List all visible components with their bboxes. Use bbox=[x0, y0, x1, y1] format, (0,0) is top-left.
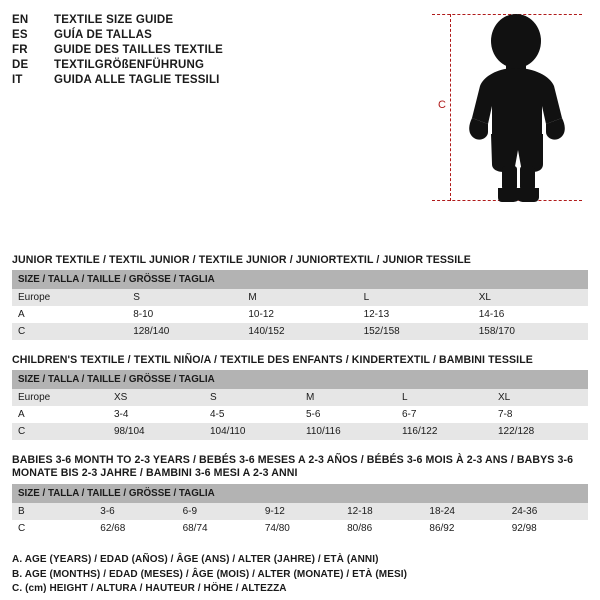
cell: 3-4 bbox=[108, 406, 204, 423]
table-row bbox=[12, 406, 588, 423]
cell: 18-24 bbox=[423, 503, 505, 520]
header-row bbox=[12, 74, 442, 86]
legend-item-a: A. AGE (YEARS) / EDAD (AÑOS) / ÂGE (ANS) / ALTER (JAHRE) / ETÀ (ANNI) bbox=[12, 554, 379, 565]
language-code: IT bbox=[12, 74, 23, 86]
cell: S bbox=[204, 389, 300, 406]
table-row bbox=[12, 323, 588, 340]
cell: 140/152 bbox=[242, 323, 357, 340]
row-label: B bbox=[12, 503, 94, 520]
table-row bbox=[12, 289, 588, 306]
language-header bbox=[12, 14, 442, 86]
cell: 80/86 bbox=[341, 520, 423, 537]
table-row bbox=[12, 503, 588, 520]
cell: 9-12 bbox=[259, 503, 341, 520]
size-table-children bbox=[12, 370, 588, 440]
cell: 4-5 bbox=[204, 406, 300, 423]
cell: 24-36 bbox=[506, 503, 588, 520]
table-row bbox=[12, 306, 588, 323]
cell: L bbox=[396, 389, 492, 406]
size-table-babies bbox=[12, 484, 588, 537]
measure-line-vertical bbox=[450, 14, 451, 201]
language-title: GUIDA ALLE TAGLIE TESSILI bbox=[54, 74, 220, 86]
cell: XL bbox=[473, 289, 588, 306]
cell: 68/74 bbox=[177, 520, 259, 537]
row-label: Europe bbox=[12, 389, 108, 406]
section-title: JUNIOR TEXTILE / TEXTIL JUNIOR / TEXTILE JUNIOR / JUNIORTEXTIL / JUNIOR TESSILE bbox=[12, 254, 471, 266]
table-band-row bbox=[12, 270, 588, 289]
cell: 104/110 bbox=[204, 423, 300, 440]
cell: XS bbox=[108, 389, 204, 406]
cell: 6-9 bbox=[177, 503, 259, 520]
table-row bbox=[12, 520, 588, 537]
language-title: TEXTILE SIZE GUIDE bbox=[54, 14, 174, 26]
header-row bbox=[12, 44, 442, 56]
size-table-junior bbox=[12, 270, 588, 340]
cell: 14-16 bbox=[473, 306, 588, 323]
legend-item-b: B. AGE (MONTHS) / EDAD (MESES) / ÂGE (MOIS) / ALTER (MONATE) / ETÀ (MESI) bbox=[12, 568, 408, 580]
cell: 8-10 bbox=[127, 306, 242, 323]
header-row bbox=[12, 14, 442, 26]
cell: M bbox=[242, 289, 357, 306]
band-label: SIZE / TALLA / TAILLE / GRÖSSE / TAGLIA bbox=[12, 484, 588, 503]
table-row bbox=[12, 389, 588, 406]
cell: 6-7 bbox=[396, 406, 492, 423]
cell: 152/158 bbox=[358, 323, 473, 340]
cell: 86/92 bbox=[423, 520, 505, 537]
cell: 7-8 bbox=[492, 406, 588, 423]
cell: 92/98 bbox=[506, 520, 588, 537]
cell: 10-12 bbox=[242, 306, 357, 323]
cell: XL bbox=[492, 389, 588, 406]
child-silhouette-icon bbox=[458, 14, 578, 204]
language-title: GUÍA DE TALLAS bbox=[54, 29, 152, 41]
language-code: FR bbox=[12, 44, 28, 56]
cell: 110/116 bbox=[300, 423, 396, 440]
section-junior bbox=[12, 254, 588, 340]
band-label: SIZE / TALLA / TAILLE / GRÖSSE / TAGLIA bbox=[12, 370, 588, 389]
cell: 116/122 bbox=[396, 423, 492, 440]
cell: 128/140 bbox=[127, 323, 242, 340]
cell: 12-18 bbox=[341, 503, 423, 520]
cell: 98/104 bbox=[108, 423, 204, 440]
row-label: C bbox=[12, 520, 94, 537]
cell: 74/80 bbox=[259, 520, 341, 537]
section-babies bbox=[12, 454, 588, 537]
cell: 62/68 bbox=[94, 520, 176, 537]
row-label: C bbox=[12, 423, 108, 440]
cell: M bbox=[300, 389, 396, 406]
cell: 122/128 bbox=[492, 423, 588, 440]
section-children bbox=[12, 354, 588, 440]
header-row bbox=[12, 59, 442, 71]
language-title: TEXTILGRÖßENFÜHRUNG bbox=[54, 59, 205, 71]
section-title: BABIES 3-6 MONTH TO 2-3 YEARS / BEBÉS 3-6 MESES A 2-3 AÑOS / BÉBÉS 3-6 MOIS À 2-3 ANS / BABYS 3-6 MONATE BIS 2-3 JAHRE / BAMBINI 3-6 MESI A 2-3 ANNI bbox=[12, 454, 574, 479]
cell: 5-6 bbox=[300, 406, 396, 423]
height-measurement-figure bbox=[432, 6, 582, 201]
language-code: DE bbox=[12, 59, 29, 71]
band-label: SIZE / TALLA / TAILLE / GRÖSSE / TAGLIA bbox=[12, 270, 588, 289]
row-label: A bbox=[12, 306, 127, 323]
cell: S bbox=[127, 289, 242, 306]
row-label: Europe bbox=[12, 289, 127, 306]
table-band-row bbox=[12, 370, 588, 389]
language-code: EN bbox=[12, 14, 29, 26]
measure-label-c: C bbox=[438, 99, 446, 111]
header-row bbox=[12, 29, 442, 41]
cell: L bbox=[358, 289, 473, 306]
language-title: GUIDE DES TAILLES TEXTILE bbox=[54, 44, 223, 56]
cell: 12-13 bbox=[358, 306, 473, 323]
legend bbox=[12, 553, 588, 597]
legend-item-c: C. (cm) HEIGHT / ALTURA / HAUTEUR / HÖHE / ALTEZZA bbox=[12, 583, 287, 594]
cell: 3-6 bbox=[94, 503, 176, 520]
table-row bbox=[12, 423, 588, 440]
row-label: A bbox=[12, 406, 108, 423]
section-title: CHILDREN'S TEXTILE / TEXTIL NIÑO/A / TEXTILE DES ENFANTS / KINDERTEXTIL / BAMBINI TESSILE bbox=[12, 354, 533, 366]
row-label: C bbox=[12, 323, 127, 340]
table-band-row bbox=[12, 484, 588, 503]
language-code: ES bbox=[12, 29, 28, 41]
cell: 158/170 bbox=[473, 323, 588, 340]
